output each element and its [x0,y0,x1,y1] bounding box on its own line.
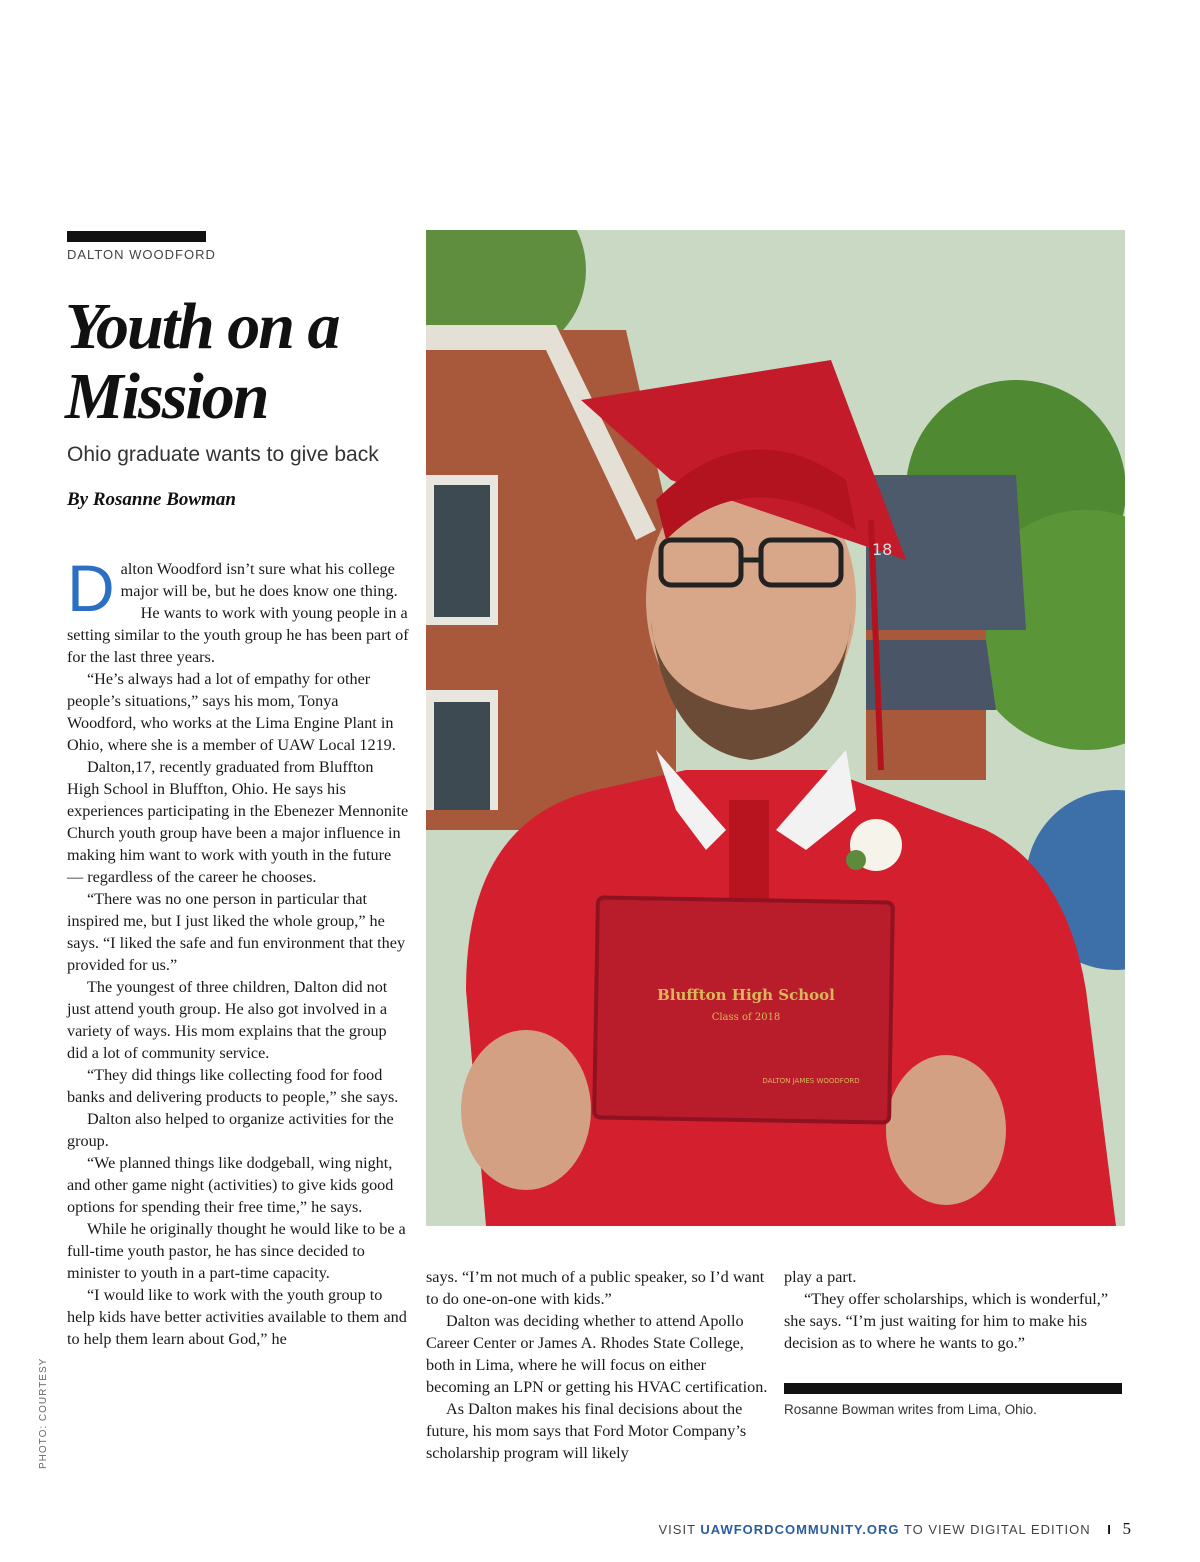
headline-line-1: Youth on a [65,290,339,363]
body-paragraph: As Dalton makes his final decisions about the future, his mom says that Ford Motor Company’s scholarship program will likely [426,1400,747,1462]
body-column-2 [426,1266,769,1464]
photo-credit: PHOTO: COURTESY [38,1357,49,1469]
body-paragraph: “They did things like collecting food for food banks and delivering products to people,” she says. [67,1066,399,1106]
footer-separator: I [1107,1522,1112,1537]
footer-rest: TO VIEW DIGITAL EDITION [903,1522,1091,1537]
body-paragraph: Dalton,17, recently graduated from Bluffton High School in Bluffton, Ohio. He says his experiences participating in the Ebenezer Mennonite Church youth group have been a major influence in making him want to work with youth in the future — regardless of the career he chooses. [67,758,409,886]
diploma-school: Bluffton High School [657,986,835,1004]
diploma-name: DALTON JAMES WOODFORD [762,1077,860,1085]
diploma-class: Class of 2018 [711,1012,781,1023]
body-paragraph: He wants to work with young people in a setting similar to the youth group he has been part of for the last three years. [67,604,409,666]
headline [65,292,405,432]
body-paragraph: play a part. [784,1268,857,1286]
page-footer [659,1519,1132,1539]
body-paragraph: “There was no one person in particular that inspired me, but I just liked the whole group,” he says. “I liked the safe and fun environment that they provided for us.” [67,890,406,974]
byline: By Rosanne Bowman [67,489,236,510]
body-paragraph: “They offer scholarships, which is wonderful,” she says. “I’m just waiting for him to make his decision as to where he wants to go.” [784,1290,1109,1352]
body-paragraph: Dalton was deciding whether to attend Apollo Career Center or James A. Rhodes State College, both in Lima, where he will focus on either becoming an LPN or getting his HVAC certification. [426,1312,768,1396]
headline-line-2: Mission [65,360,268,433]
dek: Ohio graduate wants to give back [67,443,379,466]
lead-paragraph: Dalton Woodford isn’t sure what his college major will be, but he does know one thing. [67,551,398,625]
tassel-charm: 18 [872,540,893,559]
page-number: 5 [1122,1519,1131,1538]
author-bio: Rosanne Bowman writes from Lima, Ohio. [784,1402,1037,1417]
body-paragraph: “I would like to work with the youth group to help kids have better activities available to them and to help them learn about God,” he [67,1286,407,1348]
body-paragraph: “We planned things like dodgeball, wing night, and other game night (activities) to give kids good options for spending their free time,” he says. [67,1154,394,1216]
body-paragraph: “He’s always had a lot of empathy for other people’s situations,” says his mom, Tonya Woodford, who works at the Lima Engine Plant in Ohio, where she is a member of UAW Local 1219. [67,670,396,754]
footer-visit: VISIT [658,1522,696,1537]
body-paragraph: Dalton also helped to organize activities for the group. [67,1110,394,1150]
body-paragraph: While he originally thought he would like to be a full-time youth pastor, he has since decided to minister to youth in a part-time capacity. [67,1220,406,1282]
kicker-rule [67,231,206,242]
body-paragraph: says. “I’m not much of a public speaker, so I’d want to do one-on-one with kids.” [426,1268,765,1308]
graduate-photo [426,230,1125,1226]
body-paragraph: The youngest of three children, Dalton did not just attend youth group. He also got involved in a variety of ways. His mom explains that the group did a lot of community service. [67,978,388,1062]
body-column-1 [67,551,409,1350]
footer-url-link[interactable]: UAWFORDCOMMUNITY.ORG [700,1522,900,1537]
bio-rule [784,1383,1122,1394]
body-column-3 [784,1266,1126,1354]
section-kicker: DALTON WOODFORD [67,247,216,262]
drop-cap: D [67,551,115,625]
